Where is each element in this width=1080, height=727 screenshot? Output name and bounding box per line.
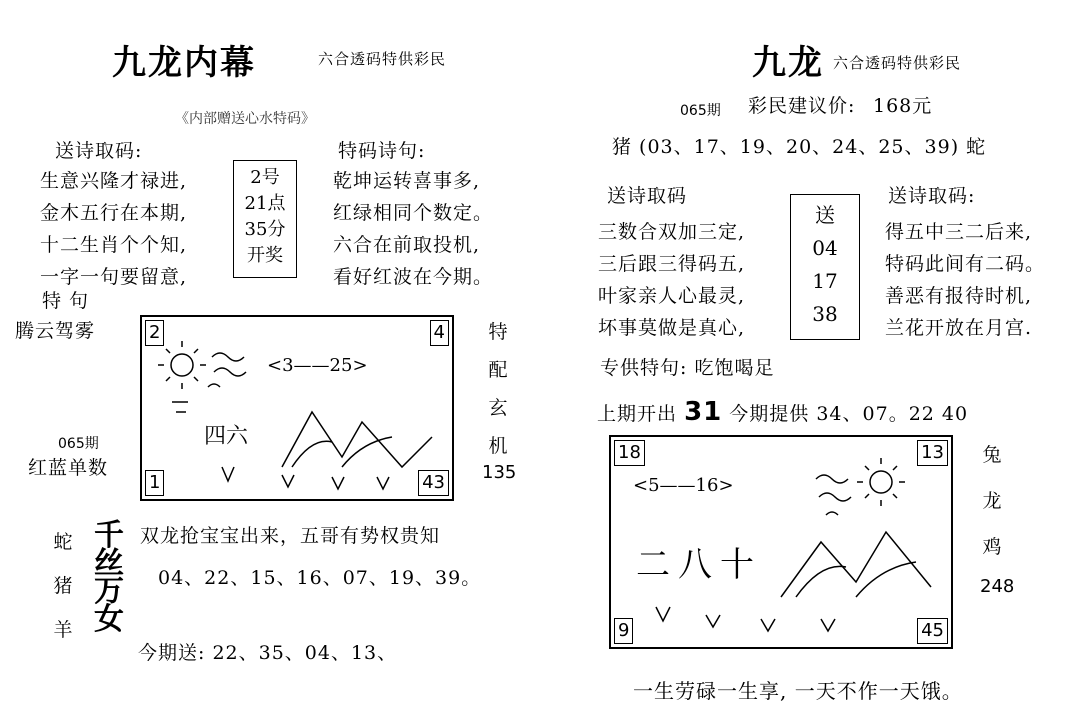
left-poem-heading: 送诗取码:: [55, 140, 143, 162]
left-poem-line: 生意兴隆才禄进,: [40, 170, 188, 192]
right-poem-line: 兰花开放在月宫.: [885, 317, 1033, 339]
right-footer: 一生劳碌一生享, 一天不作一天饿。: [633, 679, 963, 703]
side-char: 配: [488, 359, 508, 381]
left-issue: 065期: [58, 436, 99, 452]
send-box-line: 送: [815, 203, 835, 227]
left-poem-line: 十二生肖个个知,: [40, 234, 188, 256]
price-label: 彩民建议价:: [748, 95, 856, 117]
tejv-label: 特 句: [42, 290, 90, 312]
zodiac-column: [48, 520, 78, 652]
side-char: 机: [488, 435, 508, 457]
right-issue: 065期: [680, 103, 721, 119]
right-poem-heading-right: 送诗取码:: [888, 185, 976, 207]
send-box-line: 17: [812, 269, 838, 293]
te-poem-line: 红绿相同个数定。: [333, 202, 494, 224]
right-poem-heading-left: 送诗取码: [607, 185, 688, 207]
right-poem-line: 特码此间有二码。: [885, 253, 1046, 275]
te-poem: [333, 165, 493, 293]
right-poem-line: 三后跟三得码五,: [598, 253, 746, 275]
left-side-label: [483, 313, 513, 465]
left-numbers: 04、22、15、16、07、19、39。: [158, 567, 482, 589]
zodiac-char: 羊: [53, 619, 73, 641]
corner-number: 43: [418, 470, 449, 496]
draw-time-line: 21点: [244, 193, 286, 214]
right-poem-line: 三数合双加三定,: [598, 221, 746, 243]
last-number: 31: [684, 397, 723, 427]
right-picture-word: 二八十: [636, 545, 762, 585]
left-picture-range: <3——25>: [267, 355, 368, 376]
side-char: 特: [488, 321, 508, 343]
left-picture-frame: [140, 315, 454, 501]
send-box-line: 38: [812, 302, 838, 326]
big-char: 女: [94, 602, 124, 637]
corner-number: 9: [614, 618, 633, 644]
right-title: 九龙: [752, 43, 824, 83]
te-poem-line: 六合在前取投机,: [333, 234, 481, 256]
last-prefix: 上期开出: [597, 403, 678, 425]
right-side-number: 248: [980, 576, 1015, 597]
sun-icon: [870, 471, 892, 493]
right-poem-right: [885, 216, 1045, 344]
right-poem-left: [598, 216, 745, 344]
last-suffix: 今期提供 34、07。22 40: [729, 403, 969, 425]
red-blue-text: 红蓝单数: [28, 457, 109, 479]
left-banner: 《内部赠送心水特码》: [175, 111, 315, 127]
price-value: 168元: [873, 95, 933, 117]
big-chars: [88, 518, 130, 637]
left-picture-word: 四六: [204, 424, 249, 449]
big-char: 丝: [94, 546, 124, 581]
draw-time-line: 35分: [244, 219, 286, 240]
right-poem-line: 叶家亲人心最灵,: [598, 285, 746, 307]
right-picture-range: <5——16>: [633, 475, 734, 496]
draw-time-box: [233, 160, 297, 278]
zodiac-char: 猪: [53, 575, 73, 597]
left-poem-line: 金木五行在本期,: [40, 202, 188, 224]
pig-snake-line: 猪 (03、17、19、20、24、25、39) 蛇: [612, 136, 987, 158]
te-poem-heading: 特码诗句:: [338, 140, 426, 162]
right-poem-line: 善恶有报待时机,: [885, 285, 1033, 307]
zodiac-char: 蛇: [53, 531, 73, 553]
side-char: 玄: [488, 397, 508, 419]
left-send-line: 今期送: 22、35、04、13、: [138, 642, 398, 664]
side-char: 鸡: [982, 536, 1002, 558]
big-char: 千: [94, 518, 124, 553]
side-char: 兔: [982, 444, 1002, 466]
draw-time-line: 开奖: [247, 245, 283, 266]
big-char: 万: [94, 574, 124, 609]
corner-number: 2: [145, 320, 164, 346]
send-number-box: [790, 194, 860, 340]
left-poem: [40, 165, 187, 293]
right-title-sub: 六合透码特供彩民: [833, 54, 962, 72]
sun-icon: [171, 354, 193, 376]
te-poem-line: 乾坤运转喜事多,: [333, 170, 481, 192]
draw-time-line: 2号: [250, 167, 280, 188]
right-picture-frame: [609, 435, 953, 649]
corner-number: 45: [917, 618, 948, 644]
side-char: 龙: [982, 490, 1002, 512]
left-title-sub: 六合透码特供彩民: [318, 50, 447, 68]
left-rhyme: 双龙抢宝宝出来，五哥有势权贵知: [140, 525, 441, 547]
corner-number: 18: [614, 440, 645, 466]
corner-number: 1: [145, 470, 164, 496]
special-line: 专供特句: 吃饱喝足: [600, 357, 775, 379]
last-draw-line: [597, 396, 968, 430]
left-side-number: 135: [482, 462, 517, 483]
left-sketch: [142, 317, 452, 499]
right-poem-line: 得五中三二后来,: [885, 221, 1033, 243]
left-title: 九龙内幕: [112, 43, 256, 83]
send-box-line: 04: [812, 236, 838, 260]
right-side-label: [977, 432, 1007, 570]
corner-number: 13: [917, 440, 948, 466]
right-poem-line: 坏事莫做是真心,: [598, 317, 746, 339]
left-poem-line: 一字一句要留意,: [40, 266, 188, 288]
tejv-text: 腾云驾雾: [15, 320, 96, 342]
te-poem-line: 看好红波在今期。: [333, 266, 494, 288]
corner-number: 4: [430, 320, 449, 346]
